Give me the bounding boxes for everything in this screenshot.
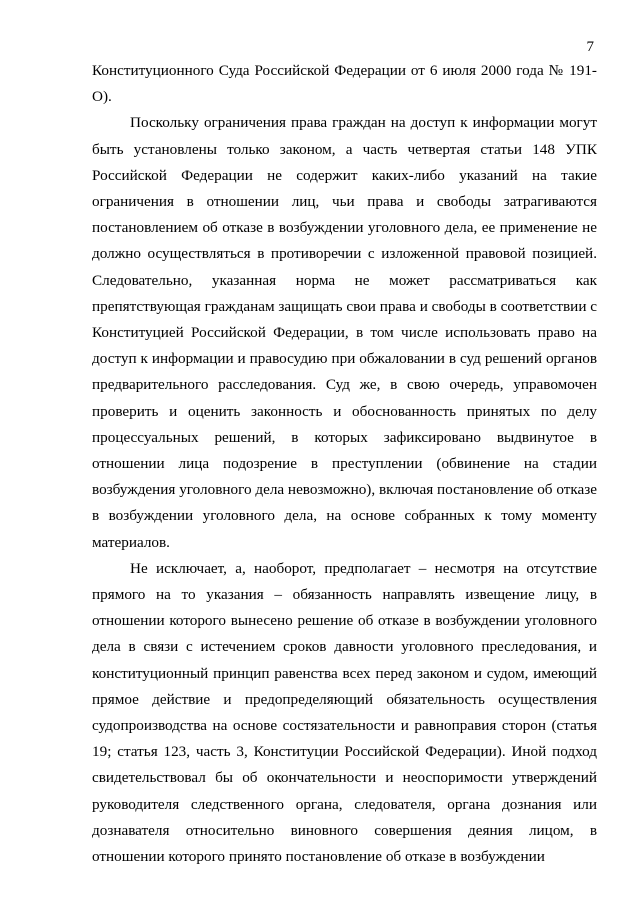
page-number: 7 xyxy=(586,39,594,55)
paragraph-continuation: Конституционного Суда Российской Федерации от 6 июля 2000 года № 191-О). xyxy=(92,62,597,106)
document-body xyxy=(92,58,597,870)
paragraph-equality-principle: Не исключает, а, наоборот, предполагает – несмотря на отсутствие прямого на то указания – обязанность направлять извещение лицу, в отношении которого вынесено решение об отказе в возбуждении уголовного дела в связи с истечением сроков давности уголовного преследования, и конституционный принцип равенства всех перед законом и судом, имеющий прямое действие и предопределяющий обязательность осуществления судопроизводства на основе состязательности и равноправия сторон (статья 19; статья 123, часть 3, Конституции Российской Федерации). Иной подход свидетельствовал бы об окончательности и неоспоримости утверждений руководителя следственного органа, следователя, органа дознания или дознавателя относительно виновного совершения деяния лицом, в отношении которого принято постановление об отказе в возбуждении xyxy=(92,559,597,866)
paragraph-access-to-information: Поскольку ограничения права граждан на доступ к информации могут быть установлены только законом, а часть четвертая статьи 148 УПК Российской Федерации не содержит каких-либо указаний на такие ограничения в отношении лиц, чьи права и свободы затрагиваются постановлением об отказе в возбуждении уголовного дела, ее применение не должно осуществляться в противоречии с изложенной правовой позицией. Следовательно, указанная норма не может рассматриваться как препятствующая гражданам защищать свои права и свободы в соответствии с Конституцией Российской Федерации, в том числе использовать право на доступ к информации и правосудию при обжаловании в суд решений органов предварительного расследования. Суд же, в свою очередь, управомочен проверить и оценить законность и обоснованность принятых по делу процессуальных решений, в которых зафиксировано выдвинутое в отношении лица подозрение в преступлении (обвинение на стадии возбуждения уголовного дела невозможно), включая постановление об отказе в возбуждении уголовного дела, на основе собранных к тому моменту материалов. xyxy=(92,114,597,551)
